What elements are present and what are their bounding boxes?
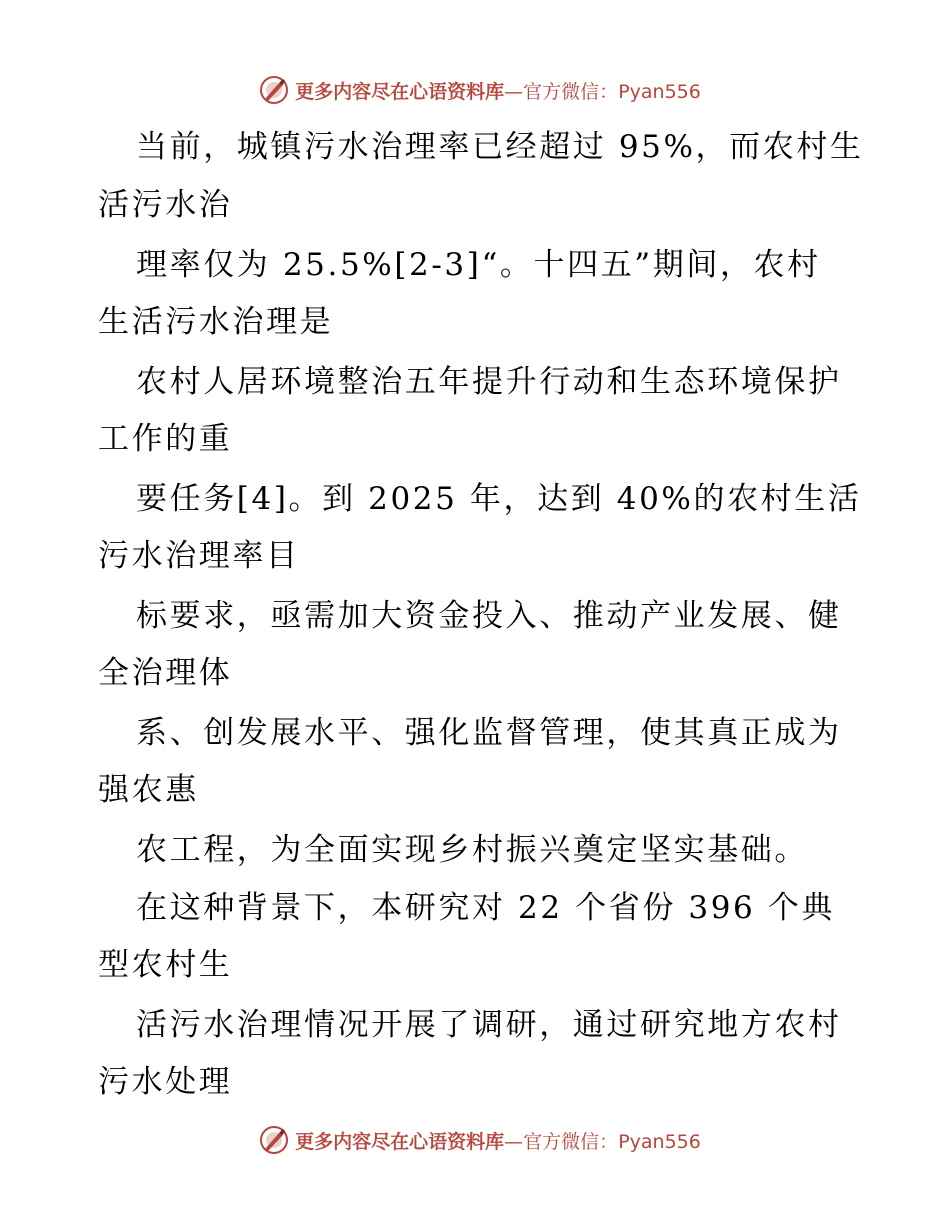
- header-watermark: [0, 70, 950, 110]
- banner-account: Pyan556: [618, 80, 701, 103]
- footer-watermark: [0, 1120, 950, 1160]
- banner-site-name: 更多内容尽在心语资料库: [295, 1130, 505, 1153]
- text-line: 在这种背景下，本研究对 22 个省份 396 个典: [136, 890, 836, 926]
- banner-separator: —官方微信：: [504, 1130, 619, 1153]
- text-line: 工作的重: [98, 421, 233, 457]
- text-line: 型农村生: [98, 947, 233, 983]
- text-line: 农村人居环境整治五年提升行动和生态环境保护: [136, 364, 842, 400]
- banner-separator: —官方微信：: [504, 80, 619, 103]
- text-line: 当前，城镇污水治理率已经超过 95%，而农村生: [136, 129, 864, 165]
- text-line: 要任务[4]。到 2025 年，达到 40%的农村生活: [136, 481, 862, 517]
- text-line: 强农惠: [98, 772, 199, 808]
- text-line: 农工程，为全面实现乡村振兴奠定坚实基础。: [136, 832, 808, 868]
- pen-logo-icon: [259, 1125, 289, 1155]
- text-line: 活污水治理情况开展了调研，通过研究地方农村: [136, 1007, 842, 1043]
- text-line: 系、创发展水平、强化监督管理，使其真正成为: [136, 715, 842, 751]
- pen-logo-icon: [259, 75, 289, 105]
- text-line: 污水处理: [98, 1064, 233, 1100]
- text-line: 理率仅为 25.5%[2-3]“。十四五”期间，农村: [136, 247, 821, 283]
- banner-site-name: 更多内容尽在心语资料库: [295, 80, 505, 103]
- text-line: 全治理体: [98, 655, 233, 691]
- text-line: 活污水治: [98, 187, 233, 223]
- banner-account: Pyan556: [618, 1130, 701, 1153]
- text-line: 污水治理率目: [98, 538, 300, 574]
- text-line: 标要求，亟需加大资金投入、推动产业发展、健: [136, 598, 842, 634]
- text-line: 生活污水治理是: [98, 304, 334, 340]
